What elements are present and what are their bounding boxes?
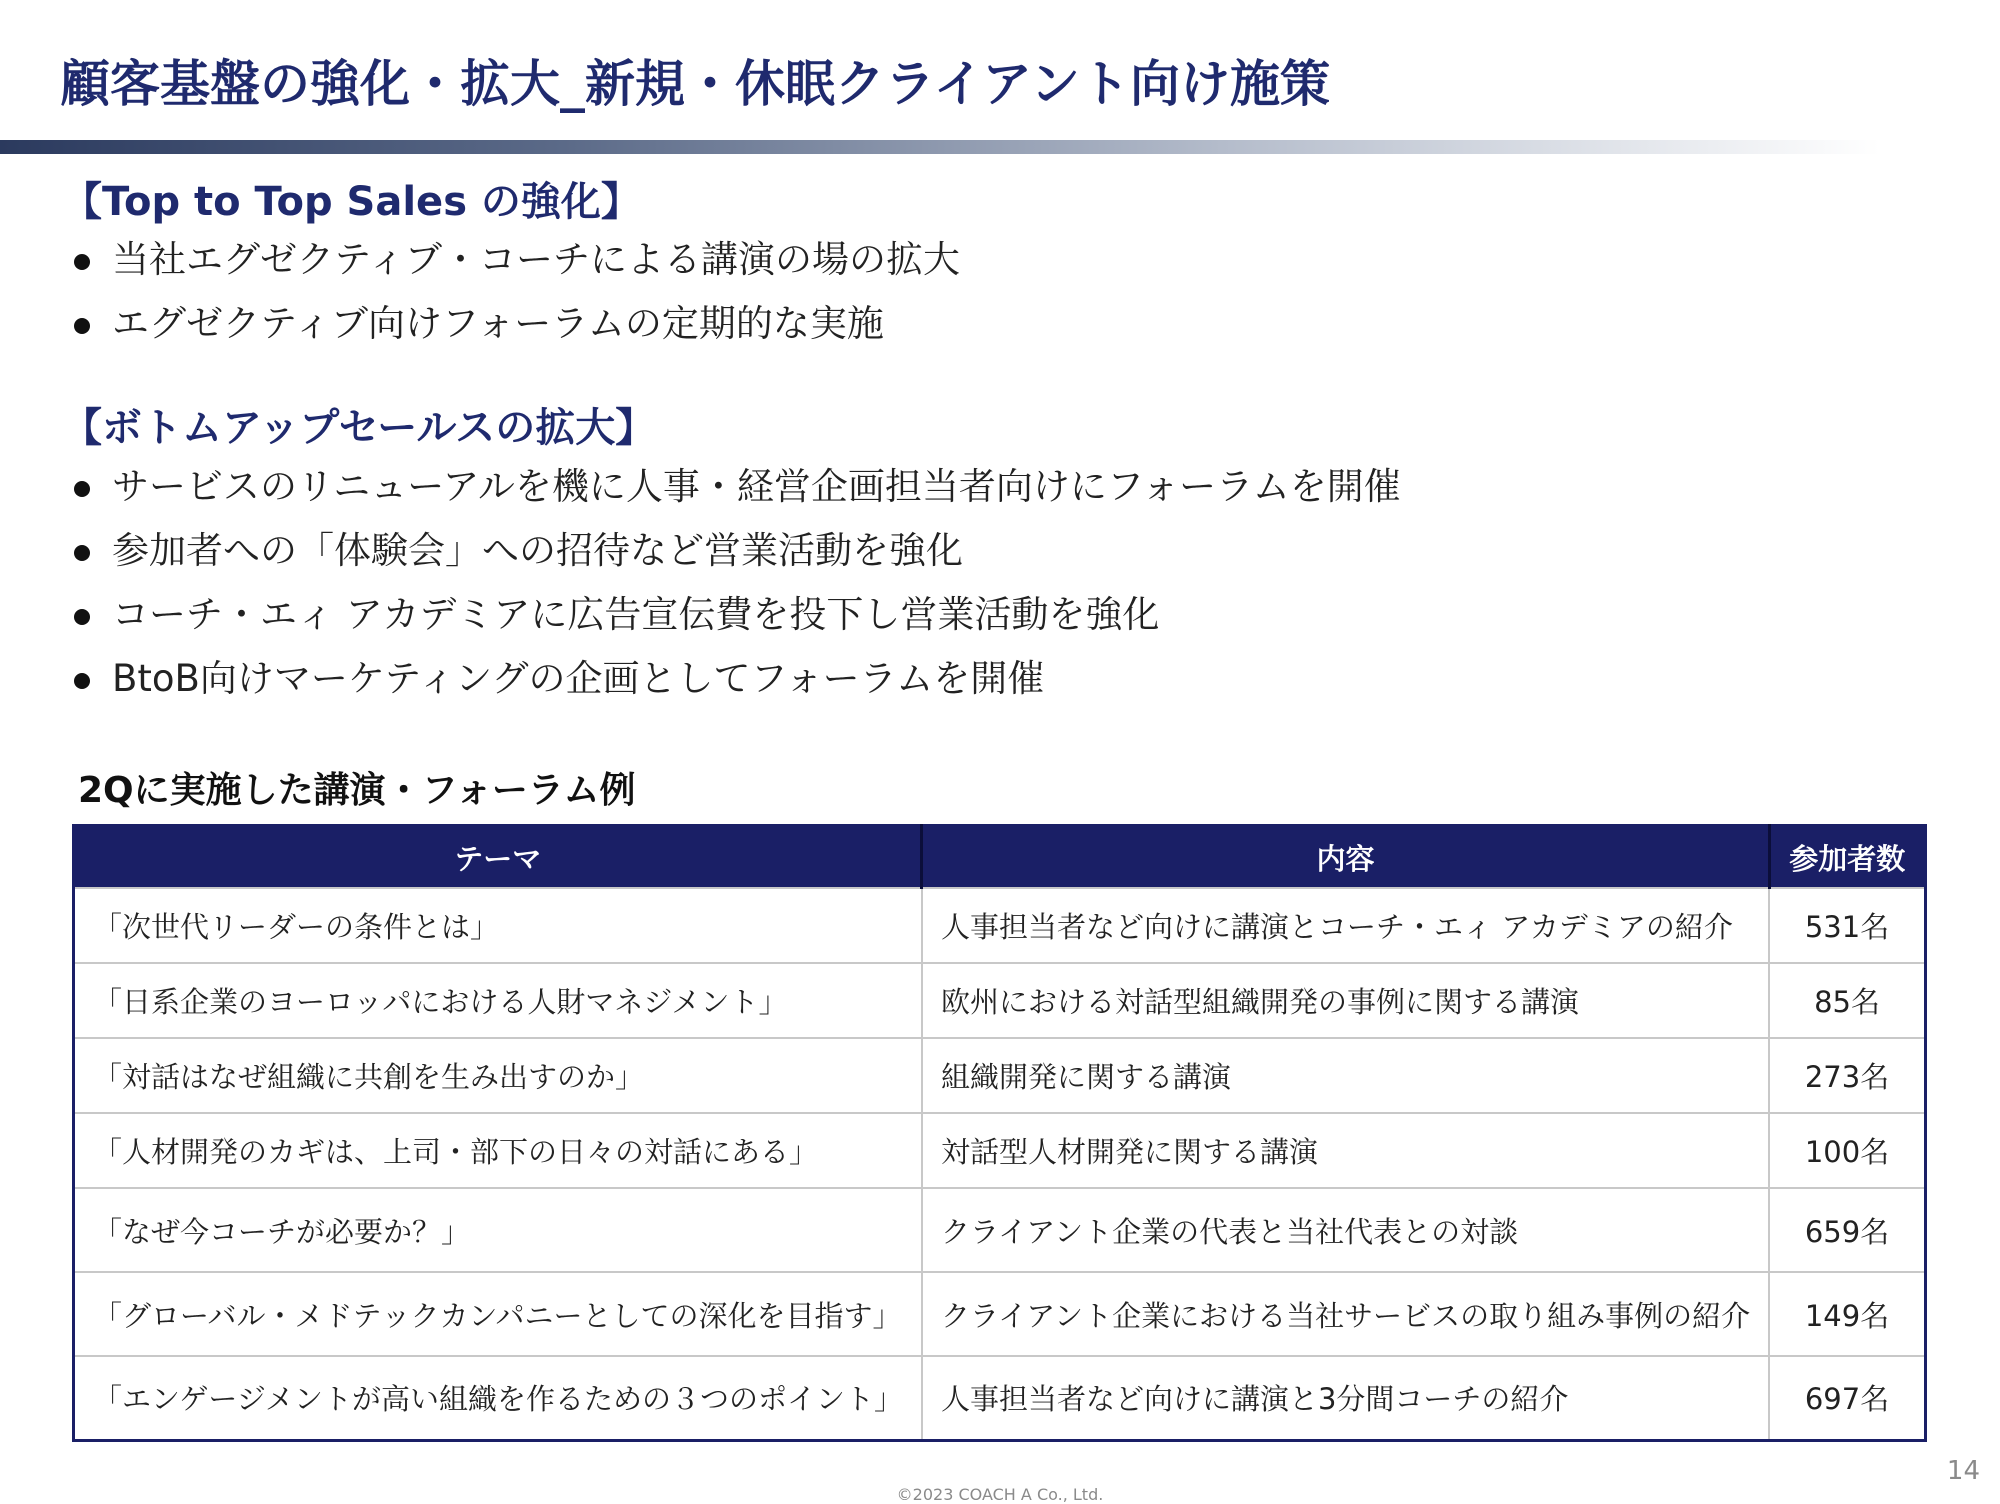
content-cell: 人事担当者など向けに講演と3分間コーチの紹介 xyxy=(922,1356,1769,1440)
column-header-content: 内容 xyxy=(922,826,1769,889)
bullet-text: サービスのリニューアルを機に人事・経営企画担当者向けにフォーラムを開催 xyxy=(112,465,1401,508)
attendees-cell: 531名 xyxy=(1769,888,1925,963)
bullet-text: 参加者への「体験会」への招待など営業活動を強化 xyxy=(112,529,963,572)
attendees-cell: 659名 xyxy=(1769,1188,1925,1272)
bullet-item xyxy=(70,519,1401,583)
bullet-list-bottom-up xyxy=(70,455,1401,711)
slide-title: 顧客基盤の強化・拡大_新規・休眠クライアント向け施策 xyxy=(60,55,1330,113)
bullet-item xyxy=(70,292,960,356)
bullet-text: コーチ・エィ アカデミアに広告宣伝費を投下し営業活動を強化 xyxy=(112,593,1160,636)
table-row xyxy=(74,888,1926,963)
bullet-dot-icon xyxy=(74,673,90,689)
content-cell: クライアント企業の代表と当社代表との対談 xyxy=(922,1188,1769,1272)
bullet-item xyxy=(70,455,1401,519)
theme-cell: 「グローバル・メドテックカンパニーとしての深化を目指す」 xyxy=(74,1272,922,1356)
bullet-item xyxy=(70,583,1401,647)
bullet-text: 当社エグゼクティブ・コーチによる講演の場の拡大 xyxy=(112,238,961,281)
bullet-text: BtoB向けマーケティングの企画としてフォーラムを開催 xyxy=(112,657,1045,700)
theme-cell: 「次世代リーダーの条件とは」 xyxy=(74,888,922,963)
table-row xyxy=(74,963,1926,1038)
title-underline-bar xyxy=(0,140,1880,154)
theme-cell: 「日系企業のヨーロッパにおける人財マネジメント」 xyxy=(74,963,922,1038)
table-row xyxy=(74,1272,1926,1356)
attendees-cell: 85名 xyxy=(1769,963,1925,1038)
page-number: 14 xyxy=(1946,1456,1980,1486)
bullet-item xyxy=(70,647,1401,711)
section-heading-top-to-top: 【Top to Top Sales の強化】 xyxy=(62,179,641,225)
content-cell: 組織開発に関する講演 xyxy=(922,1038,1769,1113)
bullet-dot-icon xyxy=(74,318,90,334)
table-row xyxy=(74,1038,1926,1113)
content-cell: 対話型人材開発に関する講演 xyxy=(922,1113,1769,1188)
content-cell: 欧州における対話型組織開発の事例に関する講演 xyxy=(922,963,1769,1038)
bullet-item xyxy=(70,228,960,292)
copyright-footer: ©2023 COACH A Co., Ltd. xyxy=(896,1485,1104,1504)
bullet-list-top-to-top xyxy=(70,228,960,356)
bullet-text: エグゼクティブ向けフォーラムの定期的な実施 xyxy=(112,302,884,345)
bullet-dot-icon xyxy=(74,545,90,561)
attendees-cell: 100名 xyxy=(1769,1113,1925,1188)
table-header-row xyxy=(74,826,1926,889)
column-header-attendees: 参加者数 xyxy=(1769,826,1925,889)
attendees-cell: 273名 xyxy=(1769,1038,1925,1113)
theme-cell: 「人材開発のカギは、上司・部下の日々の対話にある」 xyxy=(74,1113,922,1188)
column-header-theme: テーマ xyxy=(74,826,922,889)
forum-table xyxy=(72,824,1927,1442)
bullet-dot-icon xyxy=(74,609,90,625)
table-row xyxy=(74,1356,1926,1440)
table-row xyxy=(74,1113,1926,1188)
section-heading-bottom-up: 【ボトムアップセールスの拡大】 xyxy=(62,405,656,451)
attendees-cell: 149名 xyxy=(1769,1272,1925,1356)
attendees-cell: 697名 xyxy=(1769,1356,1925,1440)
table-title: 2Qに実施した講演・フォーラム例 xyxy=(78,770,636,811)
bullet-dot-icon xyxy=(74,481,90,497)
theme-cell: 「エンゲージメントが高い組織を作るための３つのポイント」 xyxy=(74,1356,922,1440)
table-row xyxy=(74,1188,1926,1272)
content-cell: クライアント企業における当社サービスの取り組み事例の紹介 xyxy=(922,1272,1769,1356)
theme-cell: 「対話はなぜ組織に共創を生み出すのか」 xyxy=(74,1038,922,1113)
theme-cell: 「なぜ今コーチが必要か？」 xyxy=(74,1188,922,1272)
content-cell: 人事担当者など向けに講演とコーチ・エィ アカデミアの紹介 xyxy=(922,888,1769,963)
bullet-dot-icon xyxy=(74,254,90,270)
